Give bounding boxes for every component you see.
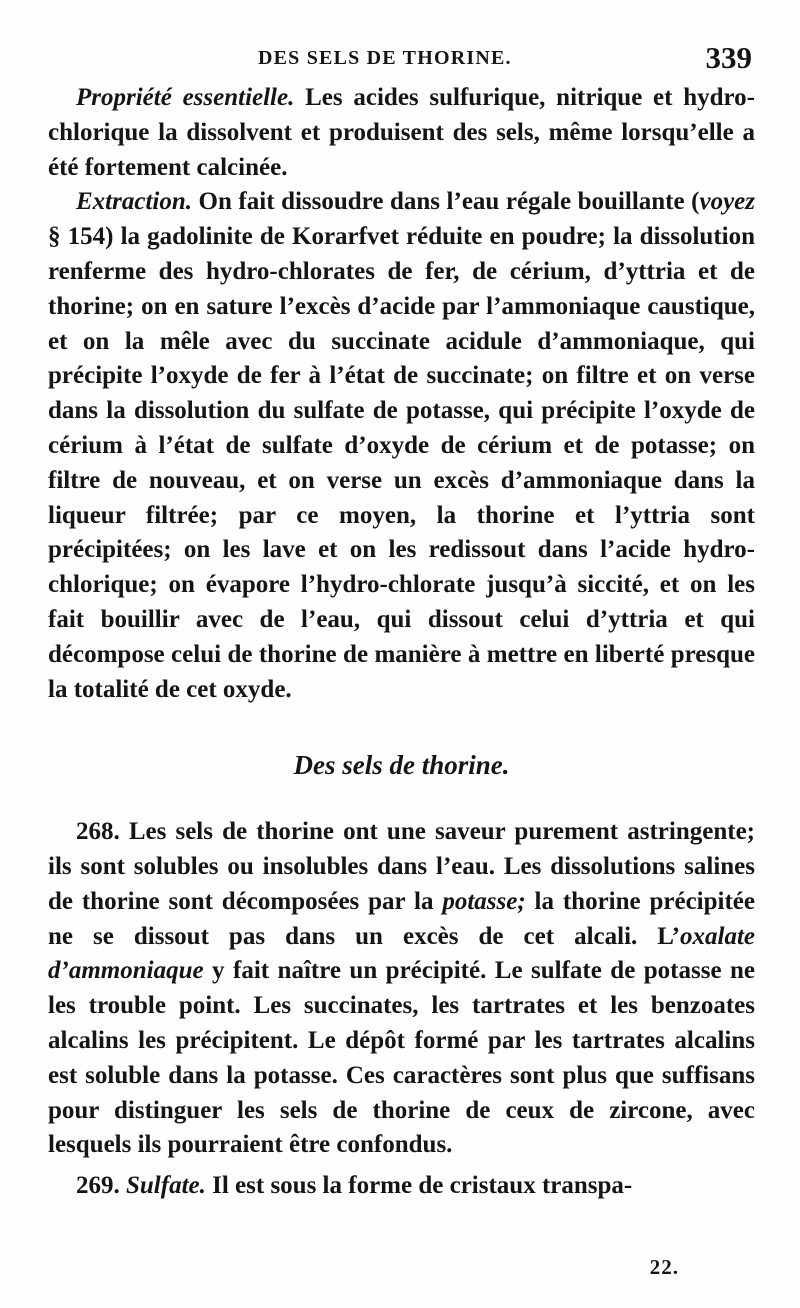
paragraph-268-text-b: la thorine précipitée ne se dissout pas dans un excès de cet alcali. L’ (48, 887, 755, 950)
paragraph-268-text-c: y fait naître un précipité. Le sulfate de potasse ne les trouble point. Les succinates, les tartrates et les benzoates alcalins les précipitent. Le dépôt formé par les tartrates alcalins est soluble dans la potasse. Ces caractères sont plus que suffisans pour distinguer les sels de thorine de ceux de zircone, avec lesquels ils pourraient être confondus. (48, 957, 755, 1159)
sulfate-heading: Sulfate. (126, 1172, 206, 1200)
essential-property-text: Les acides sulfurique, nitrique et hydro-chlorique la dissolvent et produisent des sels, même lorsqu’elle a été fortement calcinée. (48, 84, 756, 181)
signature-mark: 22. (649, 1255, 679, 1279)
paragraph-number-269: 269. (76, 1172, 120, 1200)
essential-property-heading: Propriété essentielle. (76, 84, 295, 111)
paragraph-extraction (48, 185, 755, 707)
paragraph-269-text: Il est sous la forme de cristaux transpa- (205, 1172, 633, 1200)
extraction-heading: Extraction. (76, 188, 192, 216)
paragraph-268-text-a: Les sels de thorine ont une saveur purement astringente; ils sont solubles ou insolubles dans l’eau. Les dissolutions salines de thorine sont décomposées par la (48, 818, 755, 915)
running-title: DES SELS DE THORINE. (258, 47, 512, 69)
section-title: Des sels de thorine. (293, 750, 510, 781)
potasse-term: potasse; (442, 887, 526, 915)
paragraph-268 (48, 815, 755, 1163)
voyez-reference: voyez (699, 188, 755, 216)
paragraph-essential-property (48, 81, 755, 185)
extraction-text-a: On fait dissoudre dans l’eau régale bouillante ( (192, 188, 700, 216)
paragraph-269 (48, 1169, 755, 1204)
page-body (48, 81, 755, 1204)
extraction-text-b: § 154) la gadolinite de Korarfvet réduite en poudre; la dissolution renferme des hydro-chlorates de fer, de cérium, d’yttria et de thorine; on en sature l’excès d’acide par l’ammoniaque caustique, et on la mêle avec du succinate acidule d’ammoniaque, qui précipite l’oxyde de fer à l’état de succinate; on filtre et on verse dans la dissolution du sulfate de potasse, qui précipite l’oxyde de cérium à l’état de sulfate d’oxyde de cérium et de potasse; on filtre de nouveau, et on verse un excès d’ammoniaque dans la liqueur filtrée; par ce moyen, la thorine et l’yttria sont précipitées; on les lave et on les redissout dans l’acide hydro-chlorique; on évapore l’hydro-chlorate jusqu’à siccité, et on les fait bouillir avec de l’eau, qui dissout celui d’yttria et qui décompose celui de thorine de manière à mettre en liberté presque la totalité de cet oxyde. (48, 223, 755, 703)
paragraph-number-268: 268. (76, 818, 120, 846)
oxalate-term: oxalate d’ammoniaque (48, 922, 755, 985)
page-number: 339 (705, 40, 752, 75)
